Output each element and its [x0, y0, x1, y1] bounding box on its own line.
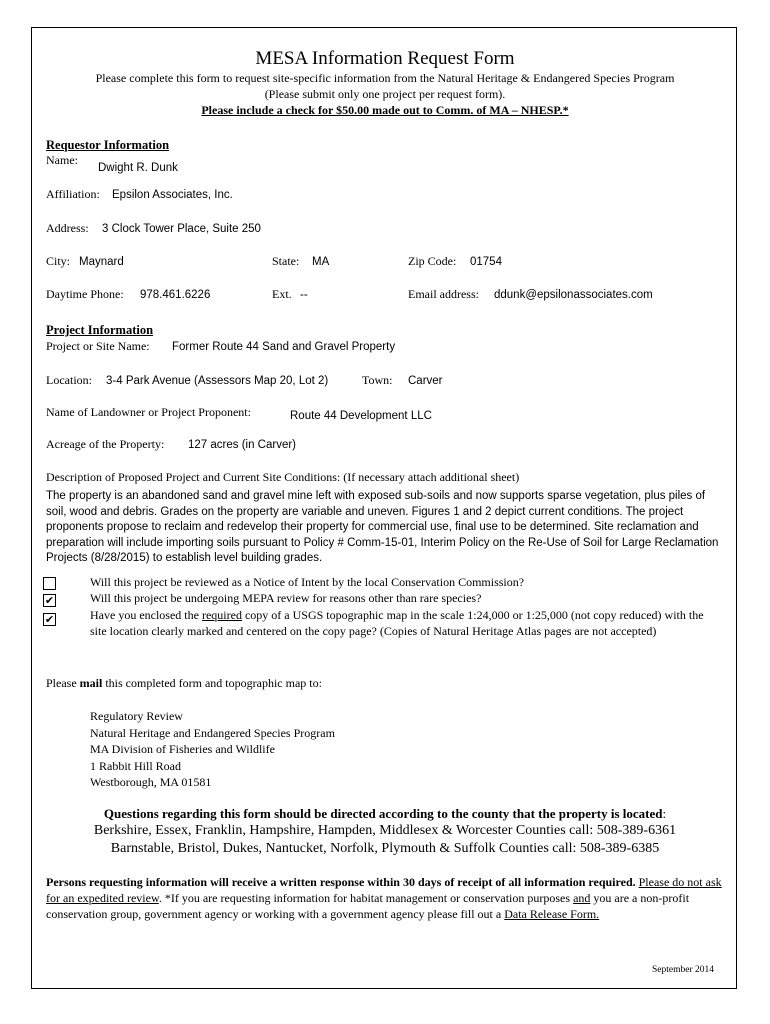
mail-instruction-bold: mail	[79, 676, 103, 690]
affiliation-field[interactable]: Epsilon Associates, Inc.	[112, 189, 233, 201]
form-title: MESA Information Request Form	[255, 48, 515, 69]
email-label: Email address:	[408, 287, 479, 301]
name-field[interactable]: Dwight R. Dunk	[98, 162, 178, 174]
site-name-label: Project or Site Name:	[46, 339, 150, 353]
landowner-field[interactable]: Route 44 Development LLC	[290, 410, 432, 422]
mailing-address-line: Natural Heritage and Endangered Species Program	[90, 725, 335, 740]
response-note-middle: . *If you are requesting information for habitat management or conservation purposes	[158, 891, 574, 905]
intro-text-line1: Please complete this form to request site-specific information from the Natural Heritage & Endangered Species Program	[95, 71, 675, 85]
mailing-address-line: Westborough, MA 01581	[90, 775, 212, 789]
form-page	[31, 27, 737, 989]
zip-field[interactable]: 01754	[470, 256, 502, 268]
site-name-field[interactable]: Former Route 44 Sand and Gravel Property	[172, 341, 396, 353]
city-field[interactable]: Maynard	[79, 256, 124, 268]
phone-field[interactable]: 978.461.6226	[140, 289, 211, 301]
mailing-address-line: 1 Rabbit Hill Road	[90, 758, 181, 773]
project-section-title: Project Information	[46, 323, 154, 337]
question-3-text-after: copy of a USGS topographic map in the scale 1:24,000 or 1:25,000 (not copy reduced) with the site location clearly marked and centered on the copy page? (Copies of Natural Heritage Atlas pages are not accepted)	[90, 608, 704, 638]
address-label: Address:	[46, 221, 89, 235]
question-3-text	[90, 607, 720, 639]
fee-note: Please include a check for $50.00 made out to Comm. of MA – NHESP.*	[201, 103, 569, 117]
town-label: Town:	[362, 373, 393, 387]
county-phone-line1: Berkshire, Essex, Franklin, Hampshire, Hampden, Middlesex & Worcester Counties call: 508-389-6361	[93, 823, 677, 838]
mailing-address-line: Regulatory Review	[90, 709, 183, 723]
ext-label: Ext.	[272, 287, 292, 301]
expedited-note: Please do not ask for an expedited review	[46, 875, 722, 905]
mailing-address	[90, 708, 335, 791]
state-field[interactable]: MA	[312, 256, 330, 268]
form-date: September 2014	[651, 965, 714, 975]
intro-text-line2: (Please submit only one project per request form).	[264, 87, 506, 101]
contact-heading-text: Questions regarding this form should be directed according to the county that the property is located	[103, 806, 663, 821]
location-label: Location:	[46, 373, 92, 387]
county-phone-line2: Barnstable, Bristol, Dukes, Nantucket, Norfolk, Plymouth & Suffolk Counties call: 508-389-6385	[110, 841, 660, 856]
data-release-form-link[interactable]: Data Release Form.	[504, 907, 600, 921]
description-label: Description of Proposed Project and Current Site Conditions: (If necessary attach additional sheet)	[46, 470, 520, 484]
location-field[interactable]: 3-4 Park Avenue (Assessors Map 20, Lot 2)	[106, 375, 329, 387]
description-field[interactable]: The property is an abandoned sand and gravel mine left with exposed sub-soils and now supports sparse vegetation, plus piles of soil, wood and debris. Grades on the property are variable and uneven. Figures 1 and 2 depict current conditions. The project proponents propose to reclaim and redevelop their property for commercial use, final use to be determined. Site reclamation and preparation will include importing soils pursuant to Policy # Comm-15-01, Interim Policy on the Re-Use of Soil for Large Reclamation Projects (8/28/2015) to establish level building grades.	[46, 490, 719, 564]
question-3-required: required	[201, 608, 242, 622]
acreage-field[interactable]: 127 acres (in Carver)	[188, 439, 297, 451]
question-2-text: Will this project be undergoing MEPA review for reasons other than rare species?	[90, 591, 482, 605]
question-1-checkbox[interactable]	[43, 577, 56, 590]
acreage-label: Acreage of the Property:	[46, 437, 165, 451]
name-label: Name:	[46, 153, 78, 167]
contact-heading	[32, 806, 738, 822]
response-note-bold: Persons requesting information will receive a written response within 30 days of receipt of all information required.	[46, 875, 636, 889]
response-note-after: you are a non-profit conservation group, government agency or working with a government agency please fill out a	[46, 891, 690, 921]
email-field[interactable]: ddunk@epsilonassociates.com	[494, 289, 653, 301]
mail-instruction-before: Please	[46, 676, 80, 690]
city-label: City:	[46, 254, 71, 268]
question-2-checkbox[interactable]: ✔	[44, 594, 55, 607]
response-note	[46, 874, 722, 922]
affiliation-label: Affiliation:	[46, 187, 100, 201]
ext-field[interactable]: --	[300, 289, 308, 301]
zip-label: Zip Code:	[408, 254, 457, 268]
question-3-checkbox[interactable]: ✔	[44, 613, 55, 626]
phone-label: Daytime Phone:	[46, 287, 124, 301]
mail-instruction-after: this completed form and topographic map to:	[102, 676, 322, 690]
response-note-and: and	[573, 891, 591, 905]
mailing-address-line: MA Division of Fisheries and Wildlife	[90, 742, 275, 756]
question-3-text-before: Have you enclosed the	[90, 608, 202, 622]
address-field[interactable]: 3 Clock Tower Place, Suite 250	[102, 223, 261, 235]
requestor-section-title: Requestor Information	[46, 138, 170, 152]
town-field[interactable]: Carver	[408, 375, 443, 387]
state-label: State:	[272, 254, 300, 268]
contact-heading-colon: :	[662, 806, 667, 821]
mail-instruction	[46, 676, 322, 691]
landowner-label: Name of Landowner or Project Proponent:	[46, 405, 251, 419]
question-1-text: Will this project be reviewed as a Notice of Intent by the local Conservation Commission?	[90, 575, 525, 589]
